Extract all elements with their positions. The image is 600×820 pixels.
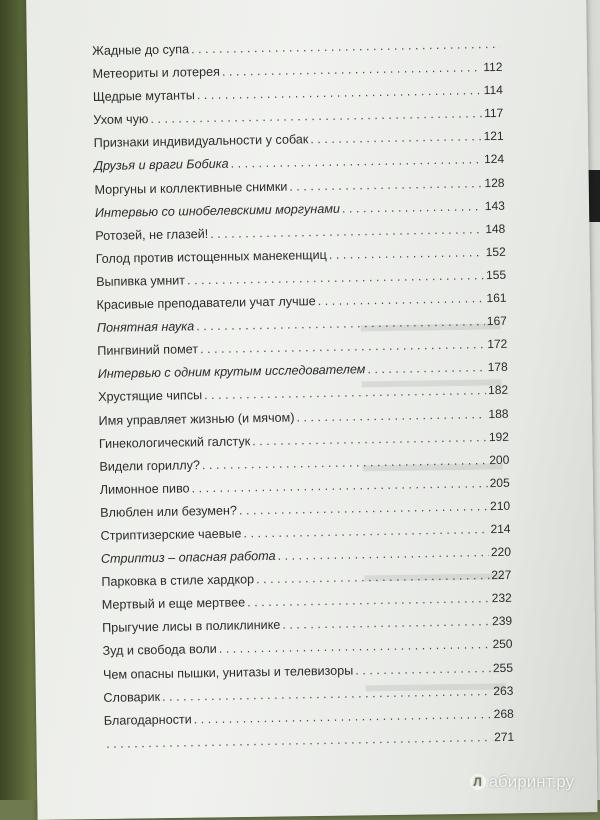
toc-entry-page-number: 192	[488, 429, 510, 444]
toc-entry-page-number: 214	[490, 521, 511, 537]
toc-dot-leader	[367, 360, 486, 376]
toc-entry-title: Метеориты и лотерея	[92, 64, 221, 82]
toc-dot-leader	[342, 199, 483, 215]
toc-entry-title: Имя управляет жизнью (и мячом)	[98, 410, 295, 428]
toc-dot-leader	[318, 291, 485, 308]
toc-entry-title: Хрустящие чипсы	[98, 388, 203, 405]
toc-entry-page-number: 220	[490, 544, 512, 560]
toc-entry-page-number: 148	[485, 221, 506, 236]
toc-dot-leader	[296, 407, 486, 424]
toc-entry-title: Выпивка умнит	[96, 273, 186, 289]
toc-entry-page-number: 250	[492, 637, 513, 652]
toc-entry-title: Ротозей, не глазей!	[95, 226, 209, 243]
toc-entry-page-number: 263	[493, 683, 514, 698]
toc-entry-page-number: 112	[483, 59, 503, 75]
toc-dot-leader	[252, 430, 487, 448]
toc-entry-title: Стриптизерские чаевые	[100, 526, 242, 543]
toc-entry-title: Друзья и враги Бобика	[94, 157, 229, 174]
toc-entry-page-number: 182	[487, 383, 509, 398]
toc-entry-page-number: 239	[491, 614, 513, 629]
toc-dot-leader	[230, 153, 482, 171]
toc-entry-page-number: 167	[486, 313, 508, 329]
toc-dot-leader	[277, 545, 489, 563]
toc-entry-title: Парковка в стиле хардкор	[101, 572, 255, 590]
toc-entry-page-number: 205	[489, 475, 510, 490]
toc-entry-title: Зуд и свобода воли	[102, 642, 217, 659]
watermark-text: абиринт.ру	[488, 772, 574, 791]
table-of-contents	[92, 37, 514, 760]
toc-entry-page-number: 152	[485, 244, 506, 260]
toc-entry-page-number: 172	[487, 337, 508, 352]
toc-dot-leader	[310, 130, 482, 147]
toc-entry-page-number: 117	[484, 106, 504, 121]
toc-entry-title: Влюблен или безумен?	[100, 503, 238, 520]
toc-entry-page-number: 124	[483, 152, 505, 167]
toc-entry-title: Лимонное пиво	[99, 481, 190, 497]
toc-entry-title: Интервью со шнобелевскими моргунами	[94, 201, 341, 220]
toc-entry-page-number: 188	[488, 406, 509, 421]
toc-entry-page-number: 232	[491, 591, 512, 606]
toc-entry-title: Гинекологический галстук	[98, 433, 251, 451]
toc-entry-title: Голод против истощенных манекенщиц	[95, 247, 327, 266]
toc-entry-title: Признаки индивидуальности у собак	[93, 132, 309, 151]
toc-entry-page-number: 155	[485, 267, 507, 283]
toc-dot-leader	[243, 522, 488, 540]
labirint-logo-icon: Л	[470, 774, 486, 790]
toc-entry-page-number: 268	[493, 706, 514, 721]
toc-entry-title: Жадные до супа	[92, 42, 190, 58]
toc-entry-title: Чем опасны пышки, унитазы и телевизоры	[102, 663, 354, 682]
toc-entry-page-number: 200	[489, 452, 510, 467]
toc-entry-title: Стриптиз – опасная работа	[100, 548, 276, 566]
toc-dot-leader	[247, 591, 490, 609]
toc-entry-title: Прыгучие лисы в поликлинике	[102, 618, 281, 636]
labirint-watermark	[470, 772, 574, 792]
toc-entry-page-number: 114	[483, 83, 503, 98]
toc-entry-title: Понятная наука	[96, 319, 195, 336]
toc-entry-title: Красивые преподаватели учат лучше	[96, 294, 316, 312]
toc-entry-title: Видели гориллу?	[99, 457, 201, 474]
toc-entry-title: Пингвиний помет	[97, 342, 199, 359]
toc-entry-page-number: 143	[484, 198, 506, 213]
toc-dot-leader	[239, 499, 488, 517]
toc-entry-title: Благодарности	[103, 712, 192, 728]
toc-entry-page-number: 128	[484, 175, 505, 190]
toc-entry-title: Щедрые мутанты	[92, 88, 195, 105]
toc-dot-leader	[282, 614, 490, 632]
toc-dot-leader	[289, 176, 482, 193]
toc-entry-page-number: 161	[486, 290, 507, 306]
toc-dot-leader	[256, 568, 489, 586]
toc-entry-page-number: 271	[494, 729, 515, 744]
toc-entry-title: Словарик	[103, 689, 161, 705]
toc-entry-page-number: 210	[489, 498, 511, 513]
toc-entry-title: Ухом чую	[93, 112, 149, 128]
toc-entry-title: Мертвый и еще мертвее	[101, 595, 246, 613]
toc-entry-page-number: 227	[491, 567, 512, 583]
toc-entry-page-number: 121	[483, 129, 504, 144]
toc-entry-title: Интервью с одним крутым исследователем	[97, 362, 366, 382]
toc-entry-page-number: 178	[487, 360, 508, 375]
toc-entry-title: Моргуны и коллективные снимки	[94, 179, 288, 197]
toc-entry-page-number: 255	[492, 660, 514, 675]
toc-dot-leader	[329, 245, 484, 262]
toc-dot-leader	[355, 661, 491, 677]
